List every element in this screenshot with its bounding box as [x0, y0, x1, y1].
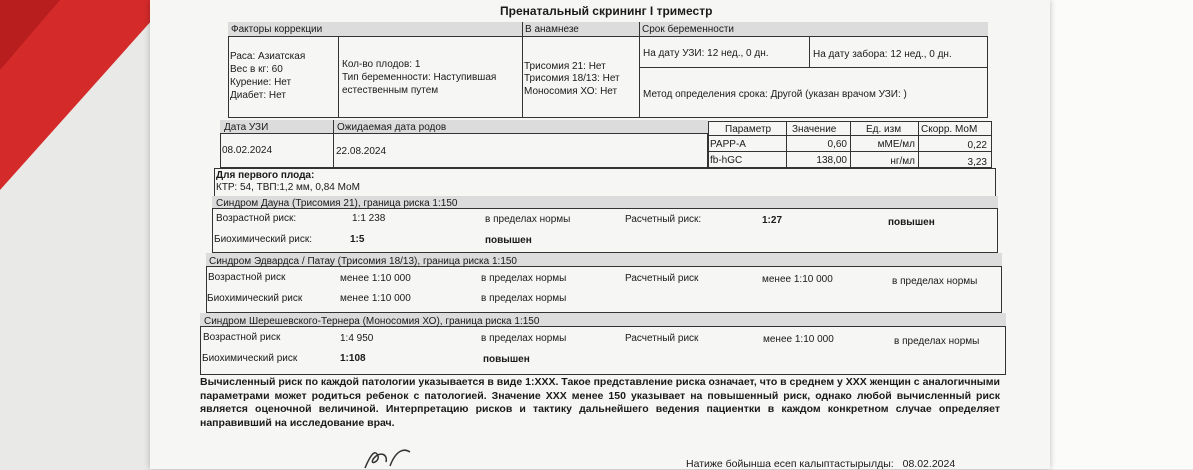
risk-t18-calc-status: в пределах нормы [892, 276, 978, 287]
divider [639, 22, 640, 118]
smoking: Курение: Нет [230, 77, 292, 88]
risk-t21-calc-status: повышен [888, 217, 935, 228]
risk-xo-calc-status: в пределах нормы [894, 336, 980, 347]
marker-header-param: Параметр [725, 124, 772, 135]
risk-t18-bio-status: в пределах нормы [481, 293, 567, 304]
gestation-term-header: Срок беременности [642, 24, 735, 35]
risk-t21-bio-status: повышен [485, 235, 532, 246]
divider [522, 22, 523, 118]
anamnesis-t18: Трисомия 18/13: Нет [524, 73, 620, 84]
signature [360, 446, 420, 469]
table-header-row [228, 22, 988, 37]
marker-hgc-unit: нг/мл [890, 156, 915, 167]
risk-t18-calc-label: Расчетный риск [625, 273, 699, 284]
marker-hgc-name: fb-hGC [710, 155, 743, 166]
marker-header-mom: Скорр. МоМ [921, 124, 978, 135]
risk-t21-title: Синдром Дауна (Трисомия 21), граница риска 1:150 [216, 198, 458, 209]
marker-header-unit: Ед. изм [866, 124, 902, 135]
pregnancy-type-cont: естественным путем [342, 85, 439, 96]
us-date-label: Дата УЗИ [224, 122, 269, 133]
risk-t18-bio-value: менее 1:10 000 [340, 293, 411, 304]
risk-t18-calc-value: менее 1:10 000 [762, 274, 833, 285]
interpretation-note: Вычисленный риск по каждой патологии указывается в виде 1:XXX. Такое представление риска означает, что в среднем у XXX женщин с аналогичными параметрами может родиться ребенок с патологией. Значение XXX менее 150 указывает на повышенный риск, однако любой вычисленный риск является оценочной величиной. Интерпретацию рисков и тактику дальнейшего ведения пациентки в каждом конкретном случае определяет направивший на исследование врач. [200, 376, 1000, 429]
risk-xo-age-status: в пределах нормы [481, 333, 567, 344]
risk-xo-bio-value: 1:108 [340, 353, 366, 364]
risk-t21-age-status: в пределах нормы [485, 214, 571, 225]
marker-papp-name: PAPP-A [710, 139, 746, 150]
fetus-label: Для первого плода: [216, 170, 315, 181]
divider [639, 67, 988, 68]
marker-papp-unit: мМЕ/мл [877, 139, 915, 150]
risk-xo-title: Синдром Шерешевского-Тернера (Моносомия ХО), граница риска 1:150 [204, 316, 540, 327]
marker-hgc-value: 138,00 [816, 155, 847, 166]
risk-xo-age-label: Возрастной риск [203, 332, 281, 343]
risk-t21-age-value: 1:1 238 [352, 213, 386, 224]
anamnesis-t21: Трисомия 21: Нет [524, 61, 606, 72]
risk-xo-bio-status: повышен [483, 354, 530, 365]
anamnesis-xo: Моносомия ХО: Нет [524, 86, 618, 97]
risk-t18-age-status: в пределах нормы [481, 273, 567, 284]
footer-label: Натиже бойынша есеп калыптастырылды: [686, 458, 894, 470]
diabetes: Диабет: Нет [230, 90, 286, 101]
anamnesis-header: В анамнезе [525, 24, 579, 35]
due-date-label: Ожидаемая дата родов [337, 122, 447, 133]
weight: Вес в кг: 60 [230, 64, 283, 75]
risk-t18-title: Синдром Эдвардса / Патау (Трисомия 18/13), граница риска 1:150 [209, 256, 517, 267]
risk-t18-bio-label: Биохимический риск [207, 293, 303, 304]
risk-t21-bio-label: Биохимический риск: [214, 234, 313, 245]
correction-factors-header: Факторы коррекции [231, 24, 323, 35]
divider [809, 37, 810, 67]
marker-papp-value: 0,60 [827, 139, 847, 150]
marker-hgc-mom: 3,23 [967, 157, 987, 168]
fetus-values: КТР: 54, ТВП:1,2 мм, 0,84 МоМ [216, 182, 360, 193]
risk-t18-age-label: Возрастной риск [208, 272, 286, 283]
background-paper [1050, 0, 1193, 469]
term-us-date: На дату УЗИ: 12 нед., 0 дн. [643, 48, 769, 59]
dates-header-row [220, 120, 708, 134]
us-date-value: 08.02.2024 [222, 145, 273, 156]
race: Раса: Азиатская [230, 51, 306, 62]
marker-papp-mom: 0,22 [967, 140, 987, 151]
divider [333, 120, 334, 168]
term-method: Метод определения срока: Другой (указан врачом УЗИ: ) [643, 89, 907, 100]
risk-xo-calc-label: Расчетный риск [625, 333, 699, 344]
document-title: Пренатальный скрининг I триместр [500, 4, 713, 18]
risk-t21-bio-value: 1:5 [350, 234, 365, 245]
footer-note [686, 458, 955, 470]
term-sample-date: На дату забора: 12 нед., 0 дн. [813, 49, 952, 60]
risk-t18-age-value: менее 1:10 000 [340, 273, 411, 284]
due-date-value: 22.08.2024 [336, 146, 387, 157]
risk-xo-age-value: 1:4 950 [340, 333, 374, 344]
fetus-count: Кол-во плодов: 1 [342, 59, 421, 70]
divider [338, 37, 339, 118]
footer-date: 08.02.2024 [902, 458, 956, 470]
risk-t21-age-label: Возрастной риск: [216, 213, 297, 224]
risk-xo-calc-value: менее 1:10 000 [763, 334, 834, 345]
marker-header-value: Значение [792, 124, 837, 135]
risk-t21-calc-label: Расчетный риск: [625, 214, 702, 225]
risk-xo-bio-label: Биохимический риск [202, 353, 298, 364]
risk-t21-calc-value: 1:27 [762, 215, 783, 226]
pregnancy-type: Тип беременности: Наступившая [342, 72, 497, 83]
